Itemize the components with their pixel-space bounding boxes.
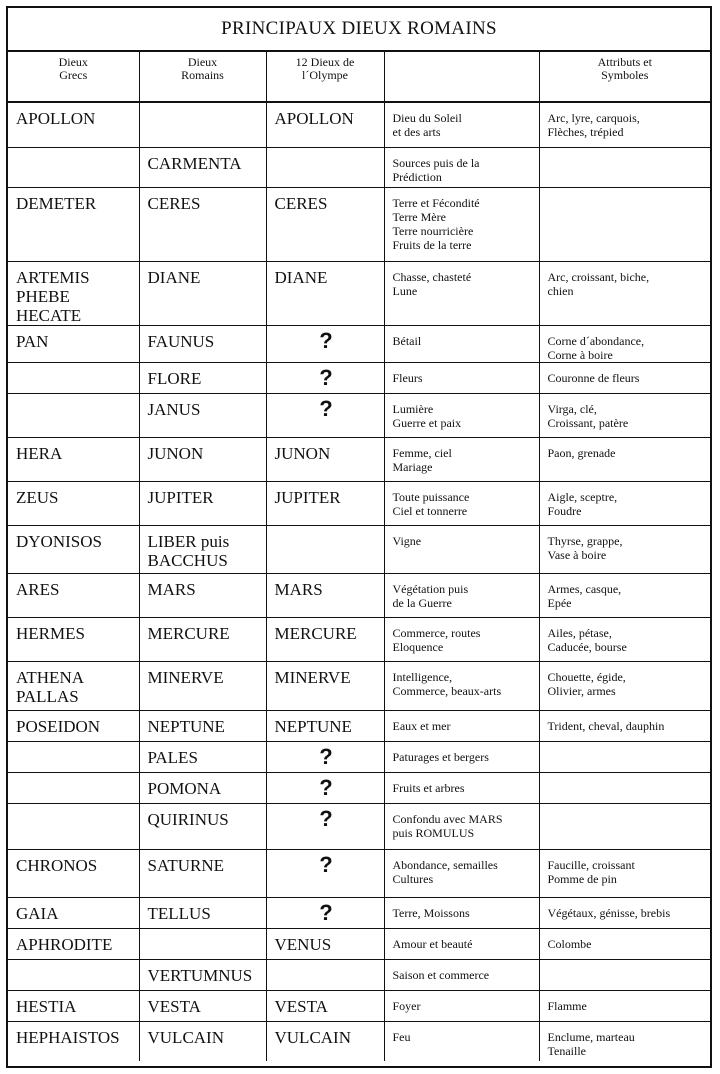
header-roman-gods: Dieux Romains [139,52,266,102]
roman-god-cell: QUIRINUS [139,803,266,849]
roman-god-cell: POMONA [139,772,266,803]
greek-god-cell: DYONISOS [8,525,139,573]
greek-god-cell [8,362,139,393]
greek-god-cell: ATHENA PALLAS [8,661,139,710]
attributes-cell: Faucille, croissant Pomme de pin [539,849,710,897]
greek-god-cell: HEPHAISTOS [8,1021,139,1061]
greek-god-cell: HERMES [8,617,139,661]
olympian-cell [266,959,384,990]
olympian-cell: VULCAIN [266,1021,384,1061]
attributes-cell: Thyrse, grappe, Vase à boire [539,525,710,573]
greek-god-cell: CHRONOS [8,849,139,897]
attributes-cell: Arc, croissant, biche, chien [539,261,710,325]
attributes-cell: Enclume, marteau Tenaille [547,1029,635,1058]
domain-cell: Paturages et bergers [384,741,539,772]
header-greek-gods: Dieux Grecs [8,52,139,102]
attributes-cell [539,147,710,187]
roman-god-cell: VERTUMNUS [139,959,266,990]
table-title: PRINCIPAUX DIEUX ROMAINS [8,8,710,52]
table-row [8,481,710,525]
domain-cell: Lumière Guerre et paix [384,393,539,437]
attributes-cell: Végétaux, génisse, brebis [539,897,710,928]
olympian-cell: APOLLON [266,102,384,147]
domain-cell: Fruits et arbres [384,772,539,803]
table-row [8,261,710,325]
table-row [8,187,710,261]
olympian-cell: NEPTUNE [266,710,384,741]
roman-god-cell: DIANE [139,261,266,325]
attributes-cell [539,959,710,990]
domain-cell: Terre, Moissons [384,897,539,928]
roman-god-cell [139,928,266,959]
olympian-cell: JUNON [266,437,384,481]
table-row [8,928,710,959]
olympian-cell: MINERVE [266,661,384,710]
roman-god-cell: JANUS [139,393,266,437]
roman-god-cell: FAUNUS [139,325,266,362]
header-domain [384,52,539,102]
attributes-cell: Arc, lyre, carquois, Flèches, trépied [539,102,710,147]
greek-god-cell: POSEIDON [8,710,139,741]
domain-cell: Dieu du Soleil et des arts [384,102,539,147]
header-row [8,52,710,102]
greek-god-cell: DEMETER [8,187,139,261]
roman-god-cell: PALES [139,741,266,772]
table-row [8,803,710,849]
olympian-cell: MERCURE [266,617,384,661]
greek-god-cell: APHRODITE [8,928,139,959]
olympian-cell: VESTA [266,990,384,1021]
domain-cell: Feu [384,1021,539,1061]
domain-cell: Fleurs [384,362,539,393]
roman-god-cell: JUNON [139,437,266,481]
greek-god-cell: APOLLON [8,102,139,147]
roman-god-cell: LIBER puis BACCHUS [139,525,266,573]
attributes-cell: Aigle, sceptre, Foudre [539,481,710,525]
domain-cell: Sources puis de la Prédiction [384,147,539,187]
attributes-cell [539,803,710,849]
domain-cell: Saison et commerce [384,959,539,990]
table-row [8,617,710,661]
domain-cell: Amour et beauté [384,928,539,959]
domain-cell: Eaux et mer [384,710,539,741]
roman-god-cell: NEPTUNE [139,710,266,741]
olympian-cell: ? [266,362,384,393]
table-row [8,573,710,617]
olympian-cell: ? [266,325,384,362]
table-row [8,393,710,437]
greek-god-cell [8,147,139,187]
table-row [8,102,710,147]
olympian-cell [266,525,384,573]
roman-god-cell [139,102,266,147]
greek-god-cell [8,803,139,849]
table-row [8,437,710,481]
attributes-cell: Trident, cheval, dauphin [539,710,710,741]
olympian-cell: ? [266,772,384,803]
domain-cell: Commerce, routes Eloquence [384,617,539,661]
domain-cell: Chasse, chasteté Lune [384,261,539,325]
attributes-cell: Flamme [539,990,710,1021]
domain-cell: Toute puissance Ciel et tonnerre [384,481,539,525]
table-sheet [6,6,712,1068]
roman-god-cell: SATURNE [139,849,266,897]
domain-cell: Vigne [384,525,539,573]
table-row [8,325,710,362]
attributes-cell [539,187,710,261]
header-olympians: 12 Dieux de l´Olympe [266,52,384,102]
attributes-cell: Chouette, égide, Olivier, armes [539,661,710,710]
table-row [8,849,710,897]
roman-god-cell: VESTA [139,990,266,1021]
attributes-cell: Paon, grenade [539,437,710,481]
olympian-cell [266,147,384,187]
attributes-cell: Ailes, pétase, Caducée, bourse [539,617,710,661]
greek-god-cell [8,772,139,803]
roman-god-cell: CERES [139,187,266,261]
table-row [8,1021,710,1061]
table-row [8,741,710,772]
domain-cell: Terre et Fécondité Terre Mère Terre nourricière Fruits de la terre [384,187,539,261]
greek-god-cell: GAIA [8,897,139,928]
greek-god-cell: ARES [8,573,139,617]
attributes-cell: Couronne de fleurs [539,362,710,393]
attributes-cell: Armes, casque, Epée [539,573,710,617]
attributes-cell [539,741,710,772]
greek-god-cell: HERA [8,437,139,481]
domain-cell: Confondu avec MARS puis ROMULUS [384,803,539,849]
roman-god-cell: CARMENTA [139,147,266,187]
table-row [8,147,710,187]
olympian-cell: ? [266,849,384,897]
domain-cell: Végétation puis de la Guerre [384,573,539,617]
greek-god-cell: PAN [8,325,139,362]
olympian-cell: VENUS [266,928,384,959]
greek-god-cell: ARTEMIS PHEBE HECATE [8,261,139,325]
olympian-cell: ? [266,741,384,772]
olympian-cell: JUPITER [266,481,384,525]
table-row [8,525,710,573]
olympian-cell: MARS [266,573,384,617]
greek-god-cell: ZEUS [8,481,139,525]
table-row [8,772,710,803]
olympian-cell: CERES [266,187,384,261]
table-row [8,897,710,928]
roman-god-cell: TELLUS [139,897,266,928]
domain-cell: Bétail [384,325,539,362]
attributes-cell: Virga, clé, Croissant, patère [539,393,710,437]
header-attributes: Attributs et Symboles [539,52,710,102]
gods-table [8,52,710,1061]
table-row [8,959,710,990]
roman-god-cell: FLORE [139,362,266,393]
roman-god-cell: MERCURE [139,617,266,661]
greek-god-cell [8,393,139,437]
table-row [8,661,710,710]
roman-god-cell: JUPITER [139,481,266,525]
olympian-cell: ? [266,803,384,849]
table-row [8,710,710,741]
greek-god-cell [8,959,139,990]
roman-god-cell: VULCAIN [139,1021,266,1061]
greek-god-cell: HESTIA [8,990,139,1021]
domain-cell: Abondance, semailles Cultures [384,849,539,897]
table-row [8,362,710,393]
olympian-cell: DIANE [266,261,384,325]
olympian-cell: ? [266,897,384,928]
attributes-cell: Colombe [539,928,710,959]
domain-cell: Intelligence, Commerce, beaux-arts [384,661,539,710]
roman-god-cell: MARS [139,573,266,617]
attributes-cell: Corne d´abondance, Corne à boire [539,325,710,362]
table-body [8,102,710,1061]
table-row [8,990,710,1021]
greek-god-cell [8,741,139,772]
olympian-cell: ? [266,393,384,437]
domain-cell: Femme, ciel Mariage [384,437,539,481]
attributes-cell [539,772,710,803]
domain-cell: Foyer [384,990,539,1021]
roman-god-cell: MINERVE [139,661,266,710]
